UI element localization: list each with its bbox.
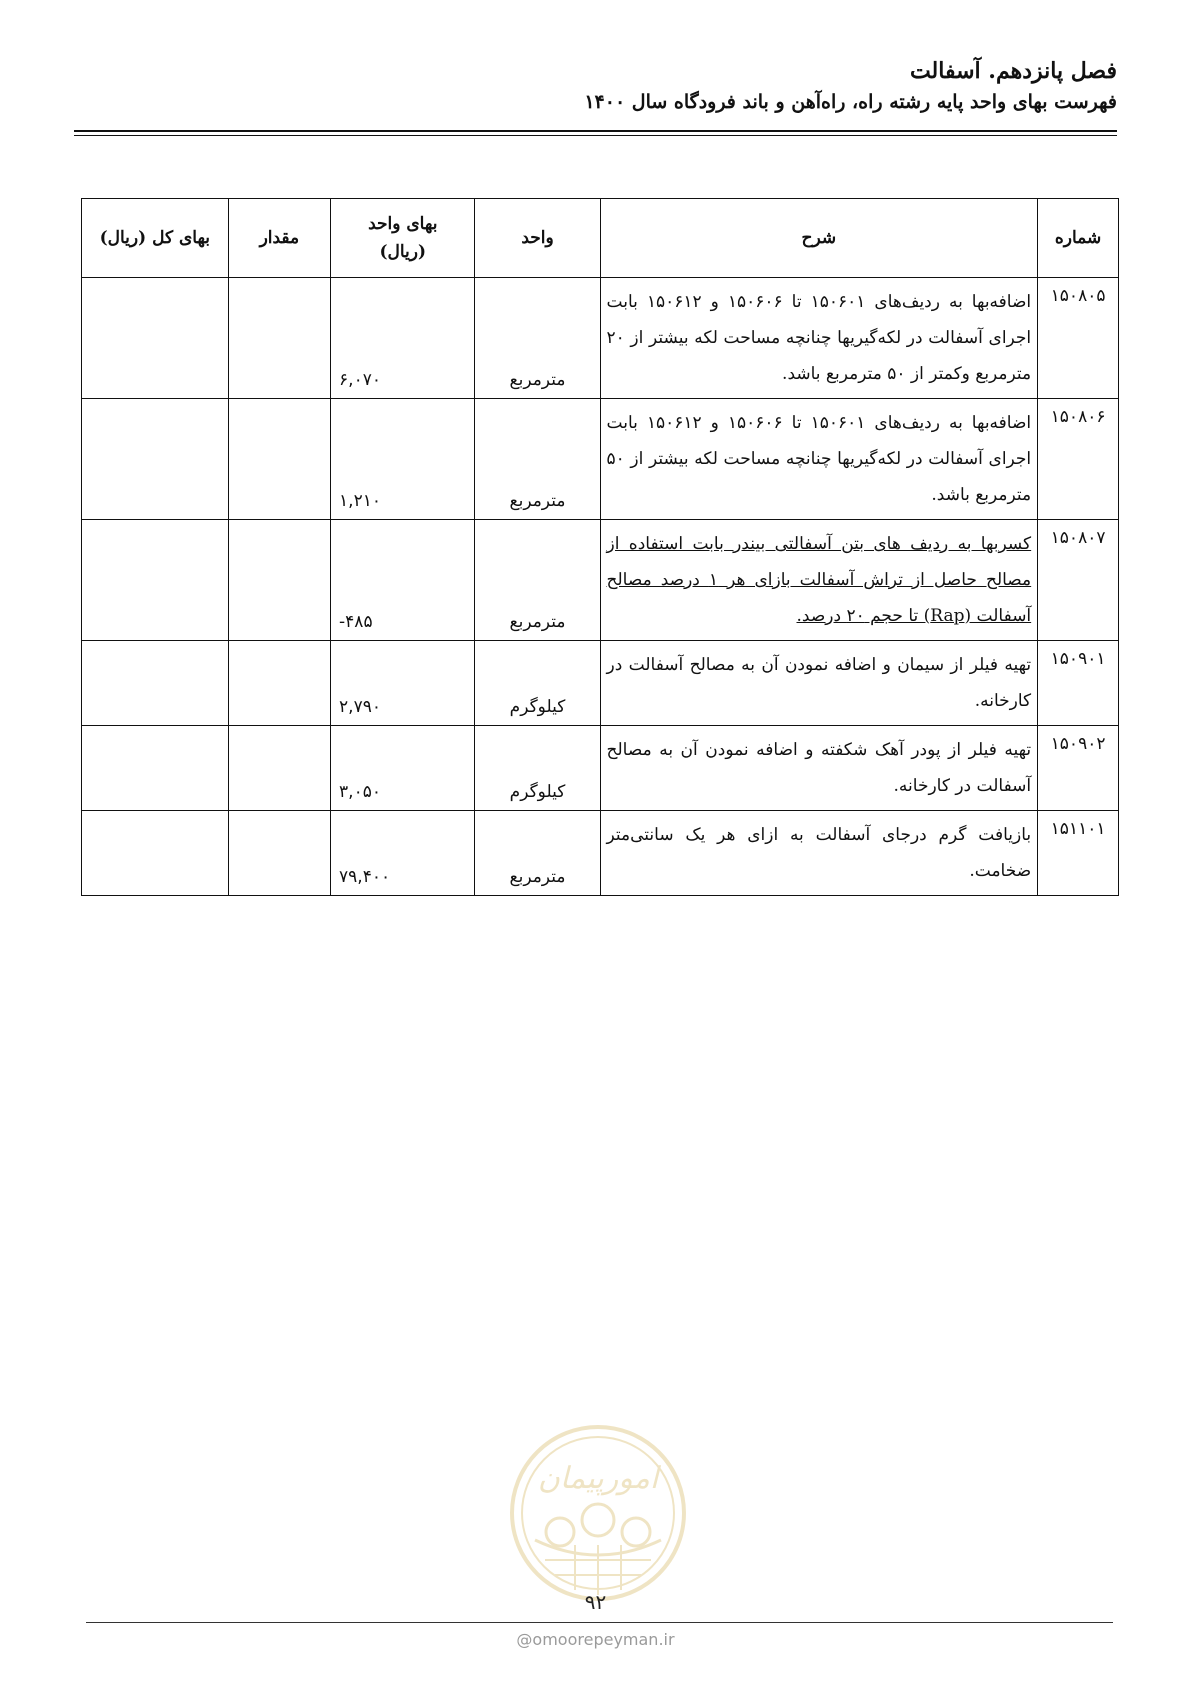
row-quantity <box>228 278 330 399</box>
page-header <box>74 56 1117 116</box>
header-rule-thin <box>74 135 1117 136</box>
column-header-description: شرح <box>600 199 1038 278</box>
table-row <box>82 811 1119 896</box>
table-header-row <box>82 199 1119 278</box>
row-unit-price: ۳,۰۵۰ <box>331 726 475 811</box>
column-header-code: شماره <box>1038 199 1119 278</box>
header-rule-thick <box>74 130 1117 132</box>
row-unit: مترمربع <box>475 399 600 520</box>
row-unit-price: ۶,۰۷۰ <box>331 278 475 399</box>
table-row <box>82 726 1119 811</box>
table-row <box>82 399 1119 520</box>
row-quantity <box>228 641 330 726</box>
row-description: کسربها به ردیف های بتن آسفالتی بیندر بابت استفاده از مصالح حاصل از تراش آسفالت بازای هر ۱ درصد مصالح آسفالت (Rap) تا حجم ۲۰ درصد. <box>600 520 1038 641</box>
row-quantity <box>228 811 330 896</box>
row-total <box>82 726 229 811</box>
row-code: ۱۵۰۹۰۲ <box>1038 726 1119 811</box>
row-unit: مترمربع <box>475 520 600 641</box>
chapter-title: فصل پانزدهم. آسفالت <box>909 58 1117 84</box>
row-total <box>82 399 229 520</box>
row-unit-price: ۲,۷۹۰ <box>331 641 475 726</box>
column-header-total: بهای کل (ریال) <box>82 199 229 278</box>
row-code: ۱۵۰۸۰۶ <box>1038 399 1119 520</box>
row-unit: مترمربع <box>475 811 600 896</box>
row-code: ۱۵۰۹۰۱ <box>1038 641 1119 726</box>
row-code: ۱۵۱۱۰۱ <box>1038 811 1119 896</box>
row-unit: کیلوگرم <box>475 641 600 726</box>
row-quantity <box>228 726 330 811</box>
footer-rule <box>86 1622 1113 1623</box>
document-subtitle: فهرست بهای واحد پایه رشته راه، راه‌آهن و باند فرودگاه سال ۱۴۰۰ <box>584 91 1117 113</box>
row-description: اضافه‌بها به ردیف‌های ۱۵۰۶۰۱ تا ۱۵۰۶۰۶ و ۱۵۰۶۱۲ بابت اجرای آسفالت در لکه‌گیریها چنانچه مساحت لکه بیشتر از ۵۰ مترمربع باشد. <box>600 399 1038 520</box>
column-header-unit: واحد <box>475 199 600 278</box>
row-unit-price: ۱,۲۱۰ <box>331 399 475 520</box>
price-list-table <box>81 198 1119 896</box>
table-row <box>82 641 1119 726</box>
row-code: ۱۵۰۸۰۵ <box>1038 278 1119 399</box>
row-quantity <box>228 399 330 520</box>
page-number: ۹۲ <box>584 1590 607 1614</box>
row-unit-price: -۴۸۵ <box>331 520 475 641</box>
row-quantity <box>228 520 330 641</box>
column-header-unit-price: بهای واحد (ریال) <box>331 199 475 278</box>
row-description: اضافه‌بها به ردیف‌های ۱۵۰۶۰۱ تا ۱۵۰۶۰۶ و ۱۵۰۶۱۲ بابت اجرای آسفالت در لکه‌گیریها چنانچه مساحت لکه بیشتر از ۲۰ مترمربع وکمتر از ۵۰ مترمربع باشد. <box>600 278 1038 399</box>
row-description: بازیافت گرم درجای آسفالت به ازای هر یک سانتی‌متر ضخامت. <box>600 811 1038 896</box>
row-code: ۱۵۰۸۰۷ <box>1038 520 1119 641</box>
table-row <box>82 520 1119 641</box>
row-unit: مترمربع <box>475 278 600 399</box>
column-header-quantity: مقدار <box>228 199 330 278</box>
row-unit: کیلوگرم <box>475 726 600 811</box>
row-total <box>82 520 229 641</box>
row-unit-price: ۷۹,۴۰۰ <box>331 811 475 896</box>
row-total <box>82 278 229 399</box>
row-description: تهیه فیلر از سیمان و اضافه نمودن آن به مصالح آسفالت در کارخانه. <box>600 641 1038 726</box>
row-description: تهیه فیلر از پودر آهک شکفته و اضافه نمودن آن به مصالح آسفالت در کارخانه. <box>600 726 1038 811</box>
row-total <box>82 641 229 726</box>
row-total <box>82 811 229 896</box>
table-row <box>82 278 1119 399</box>
watermark-text: امورپیمان <box>537 1461 659 1496</box>
footer-website: @omoorepeyman.ir <box>516 1630 675 1649</box>
watermark-logo <box>505 1420 691 1606</box>
